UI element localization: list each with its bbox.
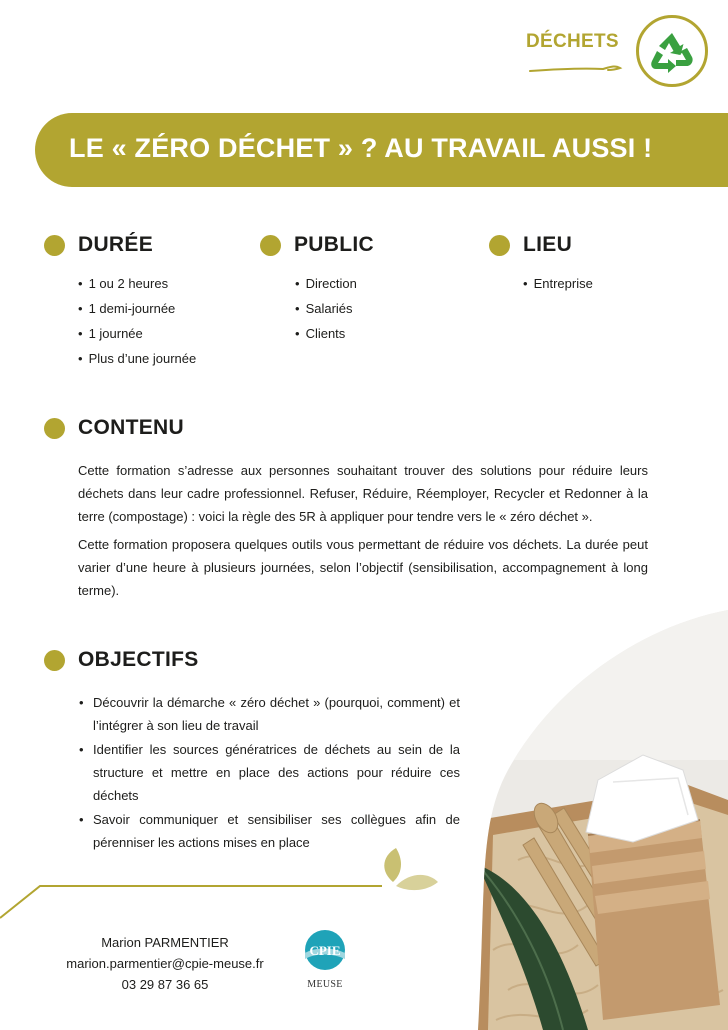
duree-heading: DURÉE xyxy=(78,233,154,256)
category-label: DÉCHETS xyxy=(526,31,619,52)
list-item: • Savoir communiquer et sensibiliser ses collègues afin de pérenniser les actions mises en place xyxy=(78,808,460,854)
duree-section-header xyxy=(44,233,153,257)
decorative-leaf-line xyxy=(0,846,440,926)
recycle-badge xyxy=(636,15,708,87)
contact-email[interactable]: marion.parmentier@cpie-meuse.fr xyxy=(66,956,264,971)
lieu-list xyxy=(523,271,593,296)
public-section-header xyxy=(260,233,374,257)
list-item: • 1 demi-journée xyxy=(78,296,196,321)
tableware-photo xyxy=(438,610,728,1030)
page-title: LE « ZÉRO DÉCHET » ? AU TRAVAIL AUSSI ! xyxy=(69,133,653,163)
list-item: • Clients xyxy=(295,321,357,346)
recycle-icon xyxy=(650,29,694,73)
list-item: • Identifier les sources génératrices de déchets au sein de la structure et mettre en place des actions pour réduire ces déchets xyxy=(78,738,460,807)
contact-block xyxy=(40,932,290,995)
public-heading: PUBLIC xyxy=(294,233,374,256)
objectifs-list xyxy=(78,691,460,855)
public-list xyxy=(295,271,357,346)
duree-list xyxy=(78,271,196,371)
list-item: • Direction xyxy=(295,271,357,296)
cpie-logo-label: MEUSE xyxy=(307,979,343,990)
contact-phone: 03 29 87 36 65 xyxy=(121,977,209,992)
list-item: • Salariés xyxy=(295,296,357,321)
bullet-dot xyxy=(489,235,510,256)
lieu-heading: LIEU xyxy=(523,233,573,256)
bullet-dot xyxy=(260,235,281,256)
bullet-dot xyxy=(44,650,65,671)
list-item: • 1 journée xyxy=(78,321,196,346)
contact-name: Marion PARMENTIER xyxy=(101,935,229,950)
bullet-dot xyxy=(44,235,65,256)
list-item: • 1 ou 2 heures xyxy=(78,271,196,296)
contenu-heading: CONTENU xyxy=(78,416,184,439)
leaf-icon xyxy=(396,875,438,890)
cpie-logo-text: CPIE xyxy=(309,943,341,958)
bullet-dot xyxy=(44,418,65,439)
contenu-paragraph-1: Cette formation s’adresse aux personnes souhaitant trouver des solutions pour réduire leurs déchets dans leur cadre professionnel. Refuser, Réduire, Réemployer, Recycler et Redonner à la terre (compostage) : voici la règle des 5R à appliquer pour tendre vers le « zéro déchet ». xyxy=(78,463,648,524)
contenu-section-header xyxy=(44,416,184,440)
title-band xyxy=(35,113,728,187)
contenu-paragraph-2: Cette formation proposera quelques outils vous permettant de réduire vos déchets. La durée peut varier d’une heure à plusieurs journées, selon l’objectif (sensibilisation, accompagnement à long terme). xyxy=(78,537,648,598)
category-underline xyxy=(528,62,624,76)
objectifs-heading: OBJECTIFS xyxy=(78,648,199,671)
cpie-logo xyxy=(303,929,347,971)
list-item: • Entreprise xyxy=(523,271,593,296)
list-item: • Découvrir la démarche « zéro déchet » (pourquoi, comment) et l’intégrer à son lieu de travail xyxy=(78,691,460,737)
leaf-icon xyxy=(384,848,401,882)
lieu-section-header xyxy=(489,233,572,257)
list-item: • Plus d’une journée xyxy=(78,346,196,371)
objectifs-section-header xyxy=(44,648,199,672)
